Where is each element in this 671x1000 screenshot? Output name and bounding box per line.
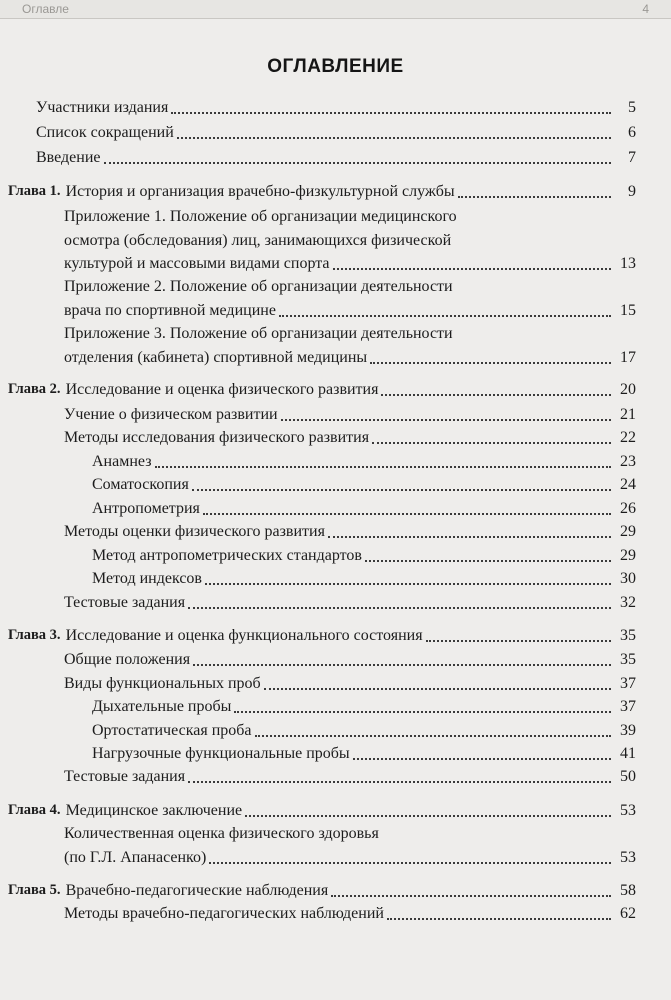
toc-entry-text: Нагрузочные функциональные пробы xyxy=(92,745,350,763)
chapter-label: Глава 3. xyxy=(8,627,61,644)
facing-page-header-right: 4 xyxy=(642,2,649,16)
page-number: 58 xyxy=(620,882,636,900)
toc-entry-text: Анамнез xyxy=(92,453,152,471)
toc-entry-line xyxy=(8,180,636,203)
toc-entry xyxy=(64,520,636,543)
dot-leader xyxy=(370,352,611,364)
toc-entry-line xyxy=(92,695,636,718)
toc-entry-line xyxy=(92,473,636,496)
toc-entry-text: Метод индексов xyxy=(92,570,202,588)
page-number: 62 xyxy=(620,905,636,923)
toc-entry xyxy=(92,567,636,590)
dot-leader xyxy=(205,573,611,585)
dot-leader xyxy=(171,102,611,114)
page-number: 29 xyxy=(620,523,636,541)
toc-entry-line xyxy=(64,322,636,345)
toc-entry xyxy=(8,180,636,203)
toc-entry xyxy=(8,624,636,647)
dot-leader xyxy=(193,654,611,666)
toc-entry-text: Ортостатическая проба xyxy=(92,722,252,740)
toc-entry-line xyxy=(8,378,636,401)
toc-entry-line xyxy=(64,298,636,321)
toc-entry xyxy=(36,96,636,119)
toc-entry-text: Количественная оценка физического здоровья xyxy=(64,825,379,843)
toc-entry-text: Учение о физическом развитии xyxy=(64,406,278,424)
toc-entry-text: врача по спортивной медицине xyxy=(64,301,276,319)
toc-entry xyxy=(64,648,636,671)
toc-entry-line xyxy=(92,567,636,590)
dot-leader xyxy=(365,550,611,562)
page-number: 20 xyxy=(620,381,636,399)
toc-entry-text: (по Г.Л. Апанасенко) xyxy=(64,848,207,866)
dot-leader xyxy=(155,456,611,468)
toc-entry xyxy=(36,121,636,144)
toc-entry-text: Медицинское заключение xyxy=(65,802,243,820)
toc-entry xyxy=(64,403,636,426)
toc-entry-text: Дыхательные пробы xyxy=(92,698,232,716)
toc-entry xyxy=(64,672,636,695)
toc-entry-line xyxy=(64,252,636,275)
page-number: 21 xyxy=(620,406,636,424)
page-number: 39 xyxy=(620,722,636,740)
toc-entry-line xyxy=(92,450,636,473)
page-number: 6 xyxy=(628,124,636,142)
toc-entry-text: Приложение 1. Положение об организации медицинского xyxy=(64,208,457,226)
page-number: 35 xyxy=(620,651,636,669)
toc-entry-line xyxy=(64,845,636,868)
toc-entry-text: Метод антропометрических стандартов xyxy=(92,547,362,565)
dot-leader xyxy=(331,885,611,897)
toc-entry-text: Общие положения xyxy=(64,651,191,669)
dot-leader xyxy=(279,305,611,317)
page-number: 9 xyxy=(628,183,636,201)
toc-entry xyxy=(64,275,636,322)
toc-entry xyxy=(8,879,636,902)
dot-leader xyxy=(188,771,611,783)
page-number: 35 xyxy=(620,627,636,645)
toc-entry-text: отделения (кабинета) спортивной медицины xyxy=(64,348,368,366)
toc-entry-line xyxy=(8,879,636,902)
toc-entry-line xyxy=(36,96,636,119)
page-number: 13 xyxy=(620,254,636,272)
toc-entry-text: Тестовые задания xyxy=(64,768,186,786)
toc-entry-text: Введение xyxy=(36,149,101,167)
toc-entry-line xyxy=(64,205,636,228)
facing-page-header xyxy=(0,0,671,19)
page-number: 15 xyxy=(620,301,636,319)
toc-entry-text: Приложение 3. Положение об организации деятельности xyxy=(64,325,453,343)
page-number: 23 xyxy=(620,453,636,471)
page-number: 24 xyxy=(620,476,636,494)
toc-entry xyxy=(8,378,636,401)
toc-entry-text: Приложение 2. Положение об организации деятельности xyxy=(64,278,453,296)
toc-entry-text: культурой и массовыми видами спорта xyxy=(64,254,330,272)
dot-leader xyxy=(333,258,611,270)
toc-entry-line xyxy=(64,426,636,449)
page-number: 17 xyxy=(620,348,636,366)
toc-entry xyxy=(92,719,636,742)
toc-entry-text: Исследование и оценка физического развития xyxy=(65,381,379,399)
toc-entry-line xyxy=(64,275,636,298)
toc-entry xyxy=(92,473,636,496)
toc-entry xyxy=(92,695,636,718)
chapter-label: Глава 5. xyxy=(8,882,61,899)
facing-page-header-left: Оглавле xyxy=(22,2,69,16)
toc-entry-line xyxy=(64,591,636,614)
page-number: 7 xyxy=(628,149,636,167)
toc-entry-line xyxy=(64,672,636,695)
toc-entry-text: Тестовые задания xyxy=(64,594,186,612)
dot-leader xyxy=(426,630,611,642)
chapter-label: Глава 2. xyxy=(8,381,61,398)
dot-leader xyxy=(264,678,611,690)
toc-entry-line xyxy=(64,902,636,925)
toc-entry-line xyxy=(64,403,636,426)
toc-entry-text: Антропометрия xyxy=(92,500,200,518)
toc-entry-line xyxy=(64,345,636,368)
dot-leader xyxy=(281,409,611,421)
toc-entry-line xyxy=(36,146,636,169)
toc-entry xyxy=(92,497,636,520)
page-number: 53 xyxy=(620,848,636,866)
dot-leader xyxy=(104,152,612,164)
page-number: 5 xyxy=(628,99,636,117)
toc-entry-line xyxy=(64,822,636,845)
toc-entry-text: Виды функциональных проб xyxy=(64,675,261,693)
toc-entry xyxy=(64,822,636,869)
toc-entry-line xyxy=(64,520,636,543)
toc-entry-line xyxy=(92,544,636,567)
toc-entry-text: Методы оценки физического развития xyxy=(64,523,325,541)
page-number: 41 xyxy=(620,745,636,763)
dot-leader xyxy=(245,805,611,817)
chapter-label: Глава 4. xyxy=(8,802,61,819)
dot-leader xyxy=(209,852,611,864)
toc-entry xyxy=(64,205,636,275)
dot-leader xyxy=(458,186,611,198)
dot-leader xyxy=(372,432,611,444)
dot-leader xyxy=(255,725,612,737)
toc-entry xyxy=(36,146,636,169)
toc-entry-line xyxy=(64,648,636,671)
dot-leader xyxy=(192,479,611,491)
toc-entry xyxy=(92,450,636,473)
toc-entry-line xyxy=(36,121,636,144)
dot-leader xyxy=(387,908,611,920)
dot-leader xyxy=(353,748,611,760)
toc-entry xyxy=(64,591,636,614)
toc-entry-text: Методы врачебно-педагогических наблюдений xyxy=(64,905,384,923)
toc-entry xyxy=(8,799,636,822)
toc-entry-text: Участники издания xyxy=(36,99,169,117)
toc-entry-line xyxy=(64,228,636,251)
dot-leader xyxy=(188,597,611,609)
toc-entry xyxy=(92,544,636,567)
dot-leader xyxy=(328,526,611,538)
toc-entry-text: Методы исследования физического развития xyxy=(64,429,370,447)
toc-entry xyxy=(64,902,636,925)
dot-leader xyxy=(381,384,611,396)
dot-leader xyxy=(234,701,611,713)
toc-entry xyxy=(64,765,636,788)
page-number: 29 xyxy=(620,547,636,565)
toc-entry-text: Список сокращений xyxy=(36,124,174,142)
toc-entry-text: Соматоскопия xyxy=(92,476,189,494)
toc-entry-line xyxy=(92,497,636,520)
toc-entry xyxy=(64,322,636,369)
page-number: 32 xyxy=(620,594,636,612)
page-number: 22 xyxy=(620,429,636,447)
toc-entry xyxy=(92,742,636,765)
page-number: 30 xyxy=(620,570,636,588)
toc-entry-text: История и организация врачебно-физкультурной службы xyxy=(65,183,455,201)
toc-entry-text: осмотра (обследования) лиц, занимающихся физической xyxy=(64,231,452,249)
chapter-label: Глава 1. xyxy=(8,183,61,200)
dot-leader xyxy=(203,503,611,515)
page-title: ОГЛАВЛЕНИЕ xyxy=(267,56,404,77)
page-number: 50 xyxy=(620,768,636,786)
toc-entry-line xyxy=(92,742,636,765)
page-number: 37 xyxy=(620,675,636,693)
toc-entry-line xyxy=(92,719,636,742)
toc-entry-text: Исследование и оценка функционального состояния xyxy=(65,627,423,645)
toc-entry-line xyxy=(64,765,636,788)
toc-entry-line xyxy=(8,799,636,822)
toc-entry-text: Врачебно-педагогические наблюдения xyxy=(65,882,329,900)
page-number: 53 xyxy=(620,802,636,820)
toc-entry-line xyxy=(8,624,636,647)
dot-leader xyxy=(177,127,611,139)
toc-entry xyxy=(64,426,636,449)
page-number: 37 xyxy=(620,698,636,716)
page-number: 26 xyxy=(620,500,636,518)
